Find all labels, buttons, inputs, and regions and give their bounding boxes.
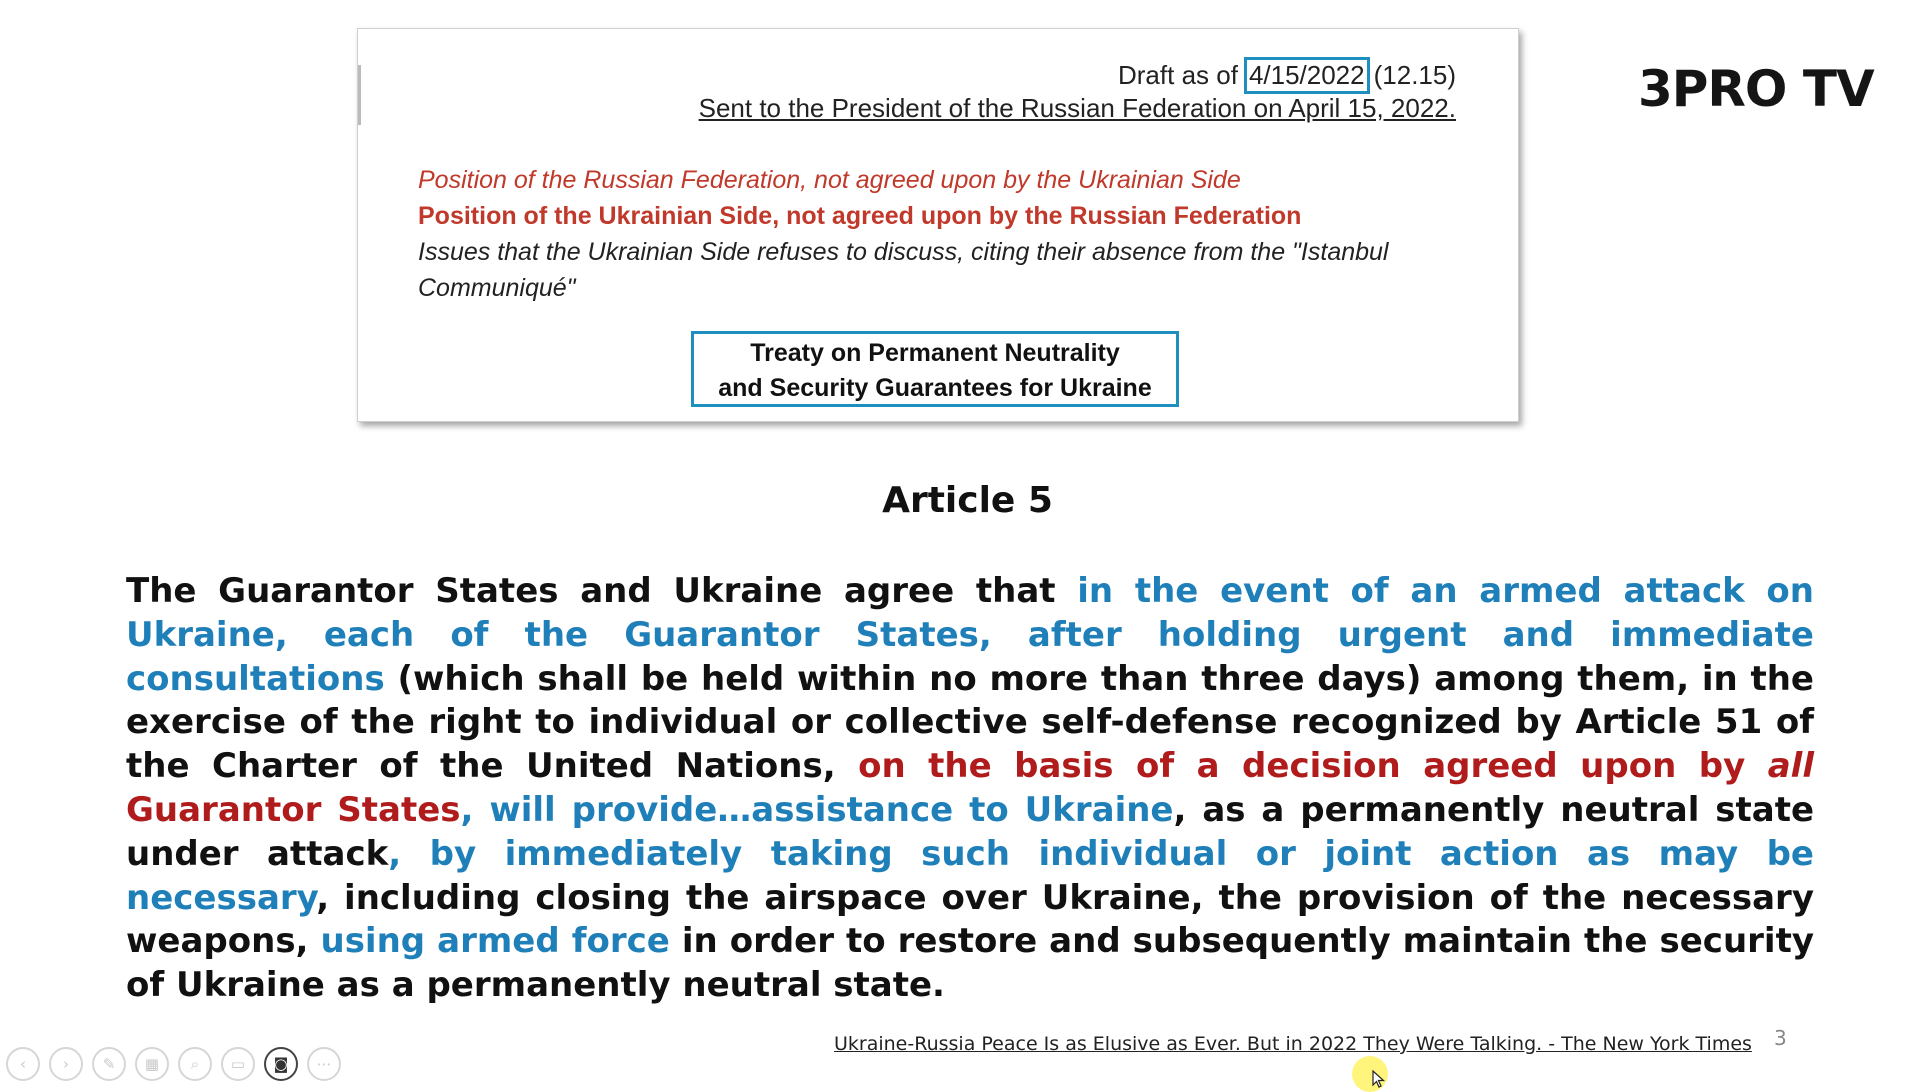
subtitles-button[interactable] — [221, 1047, 255, 1081]
document-edge-mark — [358, 65, 361, 125]
draft-date: 4/15/2022 — [1244, 57, 1370, 94]
article-text-black-2: (which shall be held within no more than three days) among them, in the exercise of the right to individual or collective self-defense recognized by Article 51 of the Charter of the United Nations, — [126, 658, 1814, 787]
next-icon: › — [63, 1055, 69, 1073]
article-text-black-3: , as a permanently neutral state under attack — [126, 789, 1815, 874]
source-link[interactable]: Ukraine-Russia Peace Is as Elusive as Ever. But in 2022 They Were Talking. - The New York Times — [834, 1033, 1752, 1055]
see-all-slides-button[interactable] — [135, 1047, 169, 1081]
treaty-title-box — [691, 331, 1179, 407]
article-text-blue-1: in the event of an armed attack on Ukraine, each of the Guarantor States, after holding urgent and immediate consultations — [126, 571, 1814, 699]
article-text-red-emphasis: all — [1767, 746, 1814, 787]
zoom-button[interactable] — [178, 1047, 212, 1081]
magnifier-icon: ⌕ — [190, 1055, 200, 1073]
draft-prefix: Draft as of — [1118, 60, 1238, 90]
article-text-black-4: , including closing the airspace over Ukraine, the provision of the necessary weapons, — [126, 877, 1814, 962]
sent-line: Sent to the President of the Russian Federation on April 15, 2022. — [698, 93, 1456, 123]
article-title: Article 5 — [882, 480, 1053, 521]
treaty-title-line-1: Treaty on Permanent Neutrality — [750, 339, 1120, 367]
subtitles-icon: ▭ — [230, 1055, 246, 1073]
more-icon: ⋯ — [316, 1055, 332, 1073]
3pro-tv-logo: 3PRO TV — [1638, 60, 1874, 118]
article-text-black-5: in order to restore and subsequently maintain the security of Ukraine as a permanently neutral state. — [126, 921, 1814, 1006]
treaty-document-excerpt — [357, 28, 1519, 422]
article-text-black-1: The Guarantor States and Ukraine agree that — [126, 571, 1078, 611]
article-text-red-1: on the basis of a decision agreed upon by — [858, 746, 1768, 787]
article-text-blue-4: using armed force — [320, 921, 670, 962]
pen-tool-button[interactable] — [92, 1047, 126, 1081]
previous-slide-button[interactable] — [6, 1047, 40, 1081]
legend-russian-position: Position of the Russian Federation, not agreed upon by the Ukrainian Side — [418, 166, 1241, 194]
camera-button[interactable] — [264, 1047, 298, 1081]
article-text-red-2: Guarantor States — [126, 789, 461, 830]
legend — [418, 162, 1478, 306]
more-options-button[interactable] — [307, 1047, 341, 1081]
mouse-cursor-icon — [1372, 1070, 1386, 1088]
treaty-title-line-2: and Security Guarantees for Ukraine — [718, 374, 1152, 402]
presenter-toolbar — [6, 1047, 341, 1081]
previous-icon: ‹ — [20, 1055, 26, 1073]
legend-refused-issues: Issues that the Ukrainian Side refuses to discuss, citing their absence from the "Istanbul Communiqué" — [418, 238, 1389, 302]
slide-number: 3 — [1774, 1026, 1787, 1050]
article-text-blue-2: , will provide…assistance to Ukraine — [460, 789, 1174, 830]
next-slide-button[interactable] — [49, 1047, 83, 1081]
camera-icon: ◙ — [273, 1055, 289, 1073]
article-body — [126, 570, 1814, 1008]
grid-icon: ▦ — [144, 1055, 160, 1073]
legend-ukrainian-position: Position of the Ukrainian Side, not agreed upon by the Russian Federation — [418, 202, 1302, 230]
draft-suffix: (12.15) — [1373, 60, 1456, 90]
article-text-blue-3: , by immediately taking such individual or joint action as may be necessary — [126, 833, 1814, 918]
draft-line — [1118, 57, 1456, 94]
pen-icon: ✎ — [102, 1055, 116, 1073]
